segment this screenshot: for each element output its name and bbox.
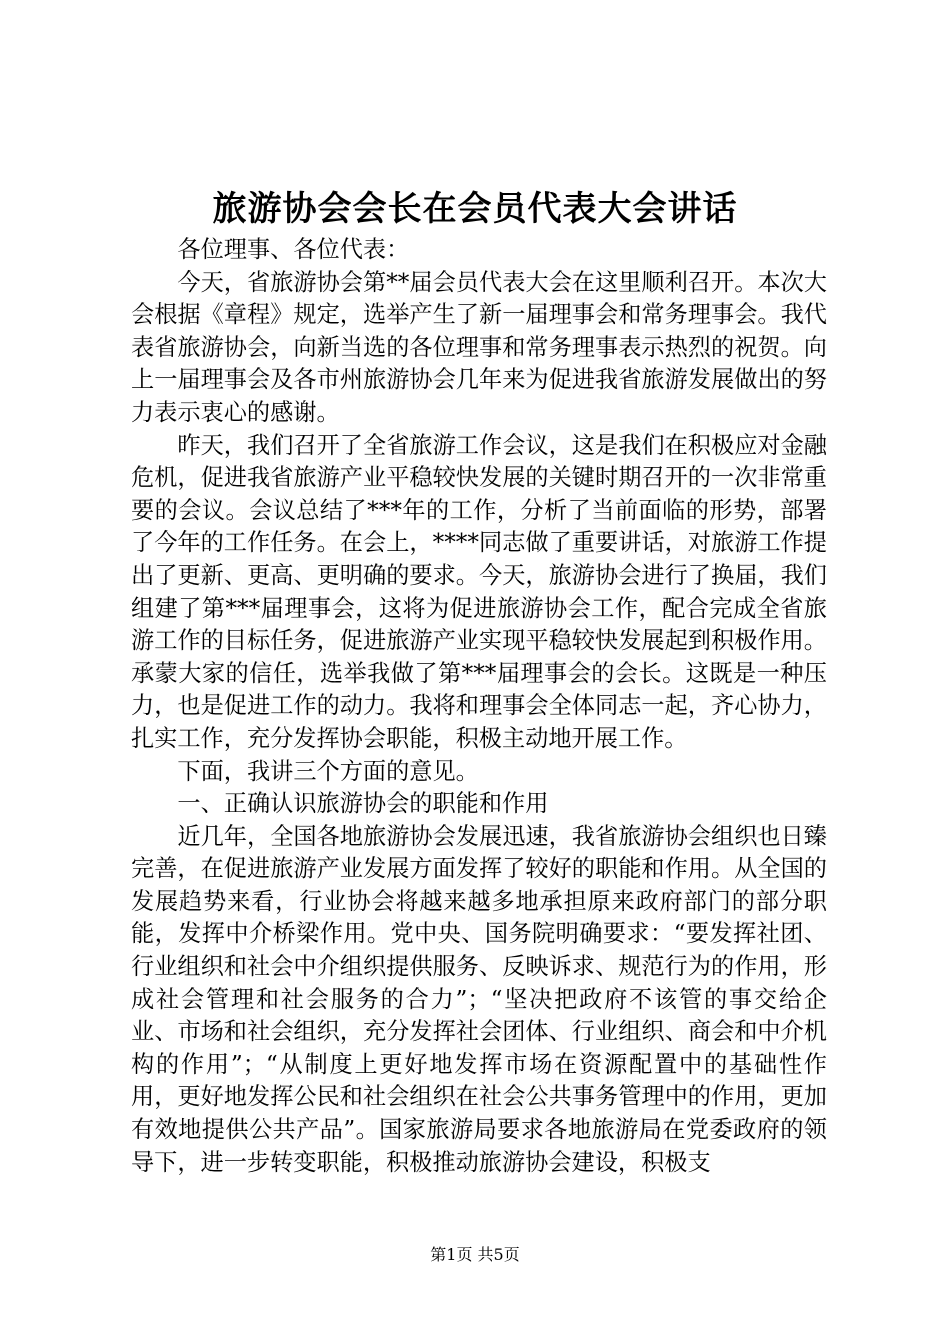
body-paragraph: 昨天，我们召开了全省旅游工作会议，这是我们在积极应对金融危机，促进我省旅游产业平稳较快发展的关键时期召开的一次非常重要的会议。会议总结了***年的工作，分析了当前面临的形势，部署了今年的工作任务。在会上，****同志做了重要讲话，对旅游工作提出了更新、更高、更明确的要求。今天，旅游协会进行了换届，我们组建了第***届理事会，这将为促进旅游协会工作，配合完成全省旅游工作的目标任务，促进旅游产业实现平稳较快发展起到积极作用。承蒙大家的信任，选举我做了第***届理事会的会长。这既是一种压力，也是促进工作的动力。我将和理事会全体同志一起，齐心协力，扎实工作，充分发挥协会职能，积极主动地开展工作。 — [131, 431, 827, 752]
section-heading: 一、正确认识旅游协会的职能和作用 — [177, 790, 549, 818]
body-paragraph: 下面，我讲三个方面的意见。 — [177, 757, 479, 785]
document-body — [131, 234, 827, 1179]
salutation-paragraph: 各位理事、各位代表： — [177, 236, 410, 263]
page-footer: 第1页 共5页 — [430, 1245, 520, 1264]
body-paragraph: 今天，省旅游协会第**届会员代表大会在这里顺利召开。本次大会根据《章程》规定，选举产生了新一届理事会和常务理事会。我代表省旅游协会，向新当选的各位理事和常务理事表示热烈的祝贺。向上一届理事会及各市州旅游协会几年来为促进我省旅游发展做出的努力表示衷心的感谢。 — [131, 268, 827, 426]
body-paragraph: 近几年，全国各地旅游协会发展迅速，我省旅游协会组织也日臻完善，在促进旅游产业发展方面发挥了较好的职能和作用。从全国的发展趋势来看，行业协会将越来越多地承担原来政府部门的部分职能，发挥中介桥梁作用。党中央、国务院明确要求：“要发挥社团、行业组织和社会中介组织提供服务、反映诉求、规范行为的作用，形成社会管理和社会服务的合力”；“坚决把政府不该管的事交给企业、市场和社会组织，充分发挥社会团体、行业组织、商会和中介机构的作用”；“从制度上更好地发挥市场在资源配置中的基础性作用，更好地发挥公民和社会组织在社会公共事务管理中的作用，更加有效地提供公共产品”。国家旅游局要求各地旅游局在党委政府的领导下，进一步转变职能，积极推动旅游协会建设，积极支 — [131, 822, 827, 1176]
document-title: 旅游协会会长在会员代表大会讲话 — [212, 189, 738, 229]
